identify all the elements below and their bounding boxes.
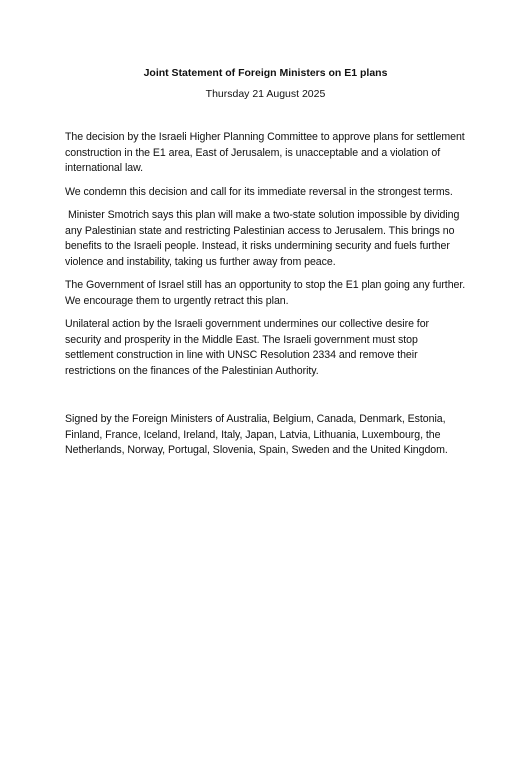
paragraph-decision: The decision by the Israeli Higher Planning Committee to approve plans for settlement construction in the E1 area, East of Jerusalem, is unacceptable and a violation of international law. bbox=[65, 131, 465, 174]
document-body bbox=[65, 130, 466, 459]
document-title: Joint Statement of Foreign Ministers on E1 plans bbox=[143, 67, 388, 79]
paragraph-signatories: Signed by the Foreign Ministers of Australia, Belgium, Canada, Denmark, Estonia, Finland, France, Iceland, Ireland, Italy, Japan, Latvia, Lithuania, Luxembourg, the Netherlands, Norway, Portugal, Slovenia, Spain, Sweden and the United Kingdom. bbox=[65, 413, 448, 456]
paragraph-smotrich: Minister Smotrich says this plan will make a two-state solution impossible by dividing any Palestinian state and restricting Palestinian access to Jerusalem. This brings no benefits to the Israeli people. Instead, it risks undermining security and fuels further violence and instability, taking us further away from peace. bbox=[65, 209, 460, 268]
paragraph-government-opportunity: The Government of Israel still has an opportunity to stop the E1 plan going any further. We encourage them to urgently retract this plan. bbox=[65, 279, 466, 307]
paragraph-unilateral-action: Unilateral action by the Israeli government undermines our collective desire for security and prosperity in the Middle East. The Israeli government must stop settlement construction in line with UNSC Resolution 2334 and remove their restrictions on the finances of the Palestinian Authority. bbox=[65, 318, 430, 377]
document-date: Thursday 21 August 2025 bbox=[205, 88, 326, 100]
paragraph-condemn: We condemn this decision and call for its immediate reversal in the strongest terms. bbox=[65, 185, 453, 198]
